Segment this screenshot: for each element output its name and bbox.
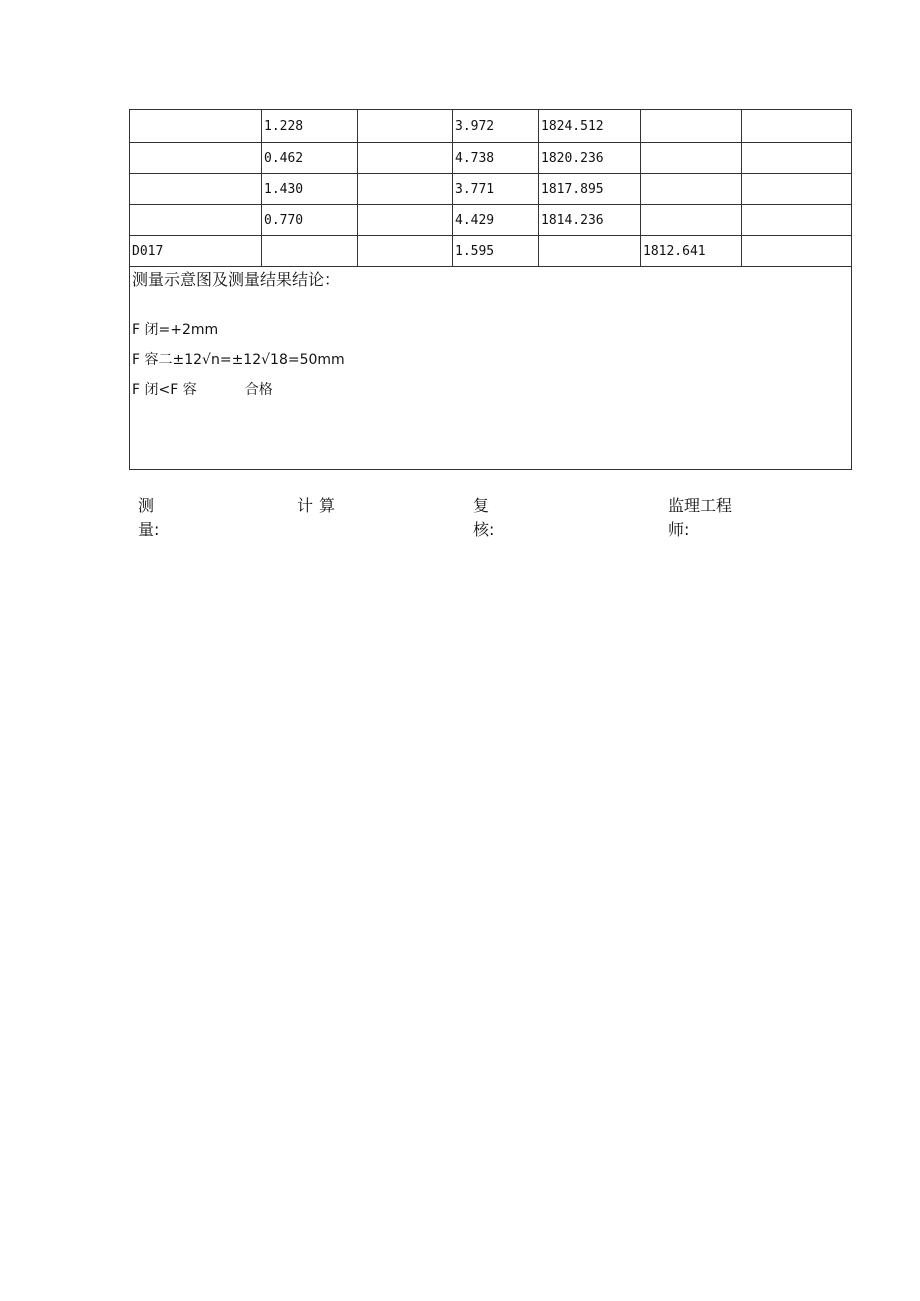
table-cell: 4.429: [453, 205, 539, 236]
table-cell: [130, 174, 262, 205]
table-cell: 1.228: [262, 110, 358, 143]
leveling-table: [129, 109, 852, 470]
surveyor-label-bottom: 量:: [138, 520, 160, 539]
conclusion-title: 测量示意图及测量结果结论：: [132, 270, 341, 289]
table-cell: [130, 110, 262, 143]
table-cell: [641, 110, 742, 143]
signature-block: [0, 494, 920, 544]
table-cell: [742, 143, 852, 174]
table-cell: [130, 143, 262, 174]
survey-sheet: [129, 109, 851, 470]
table-cell: [130, 205, 262, 236]
table-cell: [358, 110, 453, 143]
table-cell: 1.595: [453, 236, 539, 267]
table-row: [130, 236, 852, 267]
table-cell: [358, 174, 453, 205]
table-cell: [641, 174, 742, 205]
table-cell: [358, 205, 453, 236]
supervisor-label-bottom: 师:: [668, 520, 690, 539]
table-row: [130, 143, 852, 174]
conclusion-row: [130, 267, 852, 470]
table-cell: 1814.236: [539, 205, 641, 236]
surveyor-label-top: 测: [138, 496, 155, 515]
surveyor-signature: [138, 494, 159, 542]
table-cell: 0.770: [262, 205, 358, 236]
comparison-text: F 闭<F 容: [132, 382, 197, 398]
spacer: [132, 291, 849, 319]
table-cell: [262, 236, 358, 267]
reviewer-signature: [473, 494, 494, 542]
table-cell: 3.972: [453, 110, 539, 143]
table-cell: [742, 205, 852, 236]
reviewer-label-top: 复: [473, 496, 490, 515]
table-cell: [539, 236, 641, 267]
table-cell: [358, 143, 453, 174]
tolerance-line: F 容二±12√n=±12√18=50mm: [132, 352, 345, 368]
table-row: [130, 174, 852, 205]
table-cell: D017: [130, 236, 262, 267]
table-cell: [641, 143, 742, 174]
table-cell: 1820.236: [539, 143, 641, 174]
table-cell: [742, 110, 852, 143]
table-cell: [358, 236, 453, 267]
table-cell: 0.462: [262, 143, 358, 174]
calculator-signature: [297, 494, 341, 518]
table-row: [130, 205, 852, 236]
conclusion-cell: [130, 267, 852, 470]
table-cell: 4.738: [453, 143, 539, 174]
table-cell: 1.430: [262, 174, 358, 205]
calculator-label: 计算: [297, 496, 342, 515]
table-cell: [641, 205, 742, 236]
pass-text: 合格: [244, 382, 273, 398]
table-row: [130, 110, 852, 143]
table-cell: 3.771: [453, 174, 539, 205]
table-cell: [742, 236, 852, 267]
result-line: [132, 379, 849, 401]
supervisor-label-top: 监理工程: [668, 496, 733, 515]
supervisor-signature: [668, 494, 732, 542]
reviewer-label-bottom: 核:: [473, 520, 495, 539]
table-cell: 1817.895: [539, 174, 641, 205]
table-cell: 1812.641: [641, 236, 742, 267]
closure-error-line: F 闭=+2mm: [132, 322, 219, 338]
table-cell: [742, 174, 852, 205]
table-cell: 1824.512: [539, 110, 641, 143]
